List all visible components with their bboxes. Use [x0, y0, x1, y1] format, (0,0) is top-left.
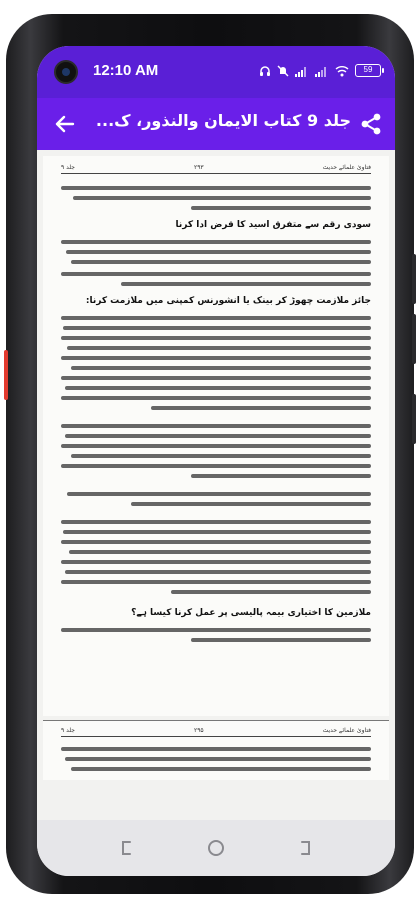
navigation-bar [37, 820, 395, 876]
side-button [412, 394, 416, 444]
text-line [71, 366, 371, 370]
text-line [67, 346, 371, 350]
headphones-icon [259, 65, 271, 77]
text-line [73, 196, 371, 200]
text-line [63, 530, 371, 534]
text-line [65, 434, 371, 438]
text-line [65, 570, 371, 574]
text-line [191, 474, 371, 478]
battery-icon: 59 [355, 64, 381, 77]
phone-frame [6, 14, 414, 894]
header-book-title: فتاویٰ علمائے حدیث [322, 164, 371, 171]
page-title: جلد 9 کتاب الایمان والنذور، ک... [95, 111, 351, 130]
wifi-icon [335, 65, 349, 77]
share-icon[interactable] [357, 110, 385, 138]
page-header [61, 727, 371, 737]
header-book-title: فتاویٰ علمائے حدیث [322, 727, 371, 734]
recent-apps-button[interactable] [115, 836, 139, 860]
text-line [61, 747, 371, 751]
text-line [61, 520, 371, 524]
section-heading: سودی رقم سے متفرق اسید کا قرض ادا کرنا [175, 220, 371, 230]
text-line [61, 628, 371, 632]
app-bar [37, 98, 395, 150]
status-time: 12:10 AM [93, 62, 159, 79]
text-line [191, 206, 371, 210]
front-camera [54, 60, 78, 84]
header-volume: جلد ۹ [61, 727, 75, 734]
page-header [61, 164, 371, 174]
power-button [412, 254, 416, 304]
text-line [61, 560, 371, 564]
text-line [191, 638, 371, 642]
section-heading: جائز ملازمت چھوڑ کر بینک یا انشورنس کمپنی میں ملازمت کرنا: [85, 296, 371, 306]
text-line [61, 240, 371, 244]
text-line [61, 186, 371, 190]
back-button[interactable] [293, 836, 317, 860]
status-icons [259, 64, 381, 77]
text-line [67, 492, 371, 496]
text-line [121, 282, 371, 286]
text-line [69, 550, 371, 554]
document-page [43, 720, 389, 780]
section-heading: ملازمین کا اختیاری بیمہ پالیسی پر عمل کرنا کیسا ہے؟ [131, 608, 371, 618]
text-line [61, 444, 371, 448]
text-line [61, 540, 371, 544]
header-page-number: ۲۹۳ [193, 164, 204, 171]
text-line [171, 590, 371, 594]
signal-icon [295, 65, 309, 77]
text-line [63, 326, 371, 330]
text-line [61, 580, 371, 584]
text-line [61, 376, 371, 380]
text-line [61, 316, 371, 320]
text-line [131, 502, 371, 506]
text-line [65, 757, 371, 761]
document-viewer[interactable] [37, 150, 395, 820]
text-line [61, 356, 371, 360]
status-bar [37, 46, 395, 98]
screen [37, 46, 395, 876]
volume-button [4, 350, 8, 400]
text-line [61, 424, 371, 428]
document-page [43, 156, 389, 716]
text-line [61, 396, 371, 400]
text-line [71, 260, 371, 264]
signal-icon [315, 65, 329, 77]
home-button[interactable] [204, 836, 228, 860]
side-button [412, 314, 416, 364]
header-volume: جلد ۹ [61, 164, 75, 171]
back-arrow-icon[interactable] [51, 110, 79, 138]
text-line [151, 406, 371, 410]
text-line [61, 336, 371, 340]
text-line [61, 464, 371, 468]
header-page-number: ۲۹۵ [193, 727, 204, 734]
text-line [71, 454, 371, 458]
text-line [65, 386, 371, 390]
text-line [66, 250, 371, 254]
mute-icon [277, 65, 289, 77]
text-line [61, 272, 371, 276]
text-line [71, 767, 371, 771]
